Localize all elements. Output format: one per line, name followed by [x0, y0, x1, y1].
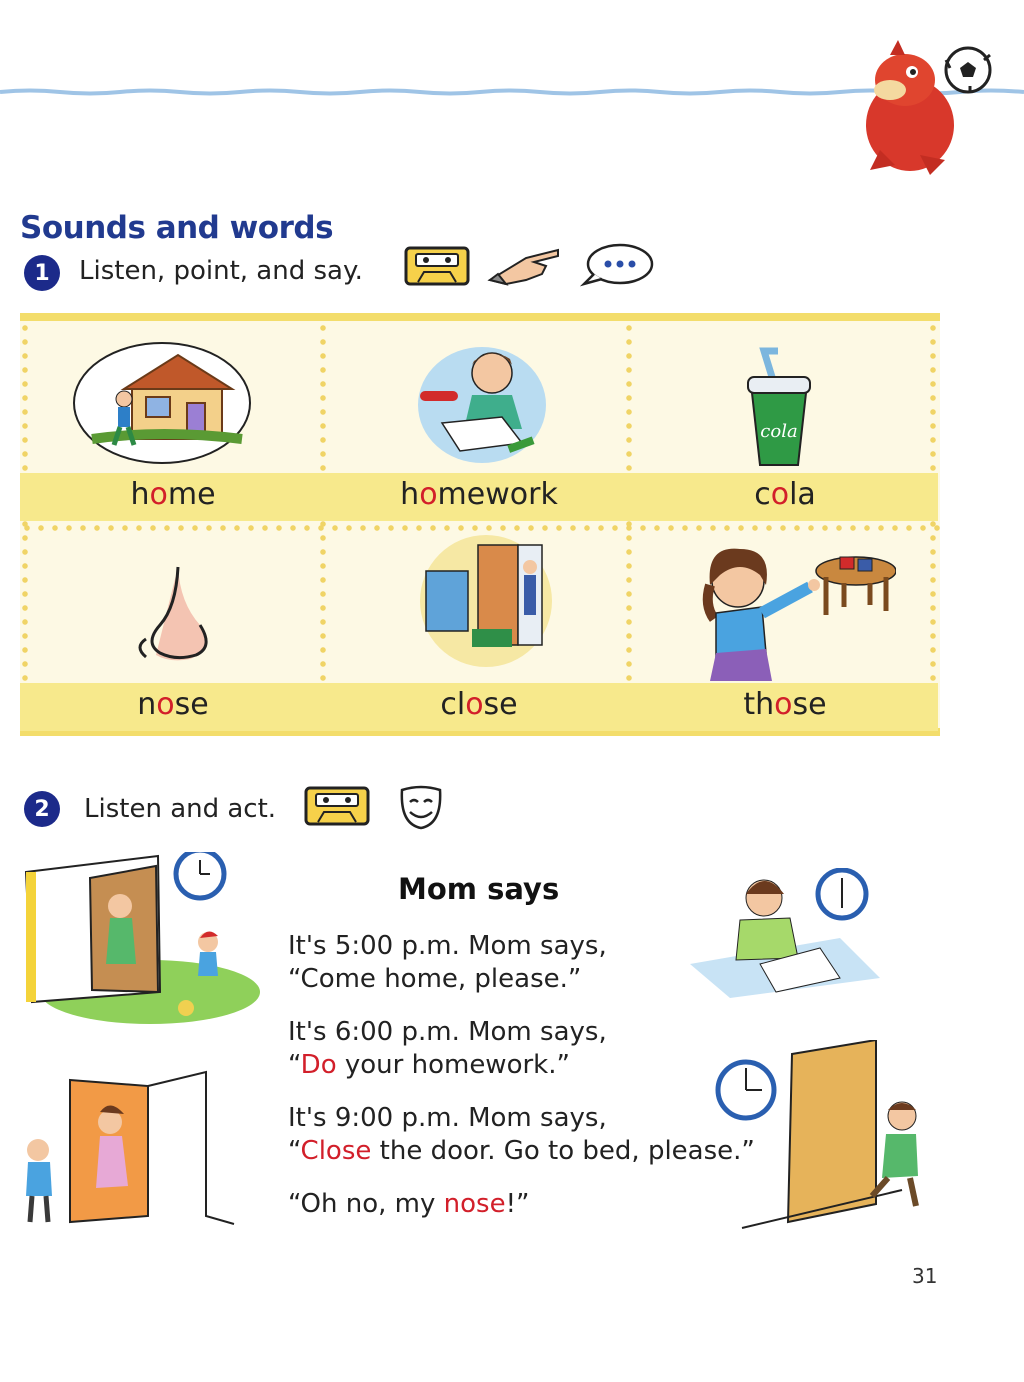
- activity-number-badge: 2: [24, 791, 60, 827]
- house-icon: [72, 335, 252, 465]
- boy-doing-homework-illustration: [690, 868, 880, 1008]
- story-line: “Do your homework.”: [288, 1050, 570, 1080]
- section-title: Sounds and words: [20, 210, 334, 246]
- cassette-icon: [404, 246, 470, 286]
- story-title: Mom says: [398, 872, 560, 906]
- girl-at-orange-door-illustration: [20, 1066, 240, 1230]
- story-line: “Come home, please.”: [288, 964, 582, 994]
- closing-door-icon: [416, 531, 556, 671]
- smiley-mask-icon: [398, 784, 444, 830]
- story-line: “Close the door. Go to bed, please.”: [288, 1136, 755, 1166]
- girl-pointing-icon: [686, 535, 896, 681]
- activity-number-badge: 1: [24, 255, 60, 291]
- svg-text:cola: cola: [760, 421, 798, 442]
- word-card-home: [20, 321, 326, 525]
- word-card-close: [326, 531, 632, 735]
- word-card-homework: [326, 321, 632, 525]
- girl-at-door-calling-boy-illustration: [20, 852, 260, 1028]
- word-label: homework: [400, 477, 558, 512]
- pointing-hand-icon: [486, 240, 562, 286]
- story-paragraph-1: [288, 930, 607, 996]
- word-label: home: [130, 477, 216, 512]
- word-label: close: [440, 687, 518, 722]
- page-number: 31: [912, 1264, 938, 1288]
- word-label: those: [743, 687, 827, 722]
- dragon-mascot-icon: [850, 30, 1000, 180]
- word-card-those: [632, 531, 938, 735]
- story-paragraph-4: “Oh no, my nose!”: [288, 1189, 530, 1219]
- story-paragraph-3: [288, 1102, 755, 1168]
- word-card-cola: [632, 321, 938, 525]
- word-label: nose: [137, 687, 209, 722]
- story-line: It's 9:00 p.m. Mom says,: [288, 1103, 607, 1133]
- nose-icon: [120, 563, 220, 673]
- cola-cup-icon: [734, 347, 824, 471]
- activity-instruction: Listen, point, and say.: [79, 256, 363, 286]
- cassette-icon: [304, 786, 370, 826]
- homework-boy-icon: [412, 333, 552, 473]
- word-grid: [20, 313, 940, 736]
- activity-instruction: Listen and act.: [84, 794, 277, 824]
- story-paragraph-2: [288, 1016, 607, 1082]
- word-card-nose: [20, 531, 326, 735]
- story-line: It's 5:00 p.m. Mom says,: [288, 931, 607, 961]
- story-line: It's 6:00 p.m. Mom says,: [288, 1017, 607, 1047]
- word-label: cola: [754, 477, 816, 512]
- speech-bubble-icon: [580, 242, 654, 288]
